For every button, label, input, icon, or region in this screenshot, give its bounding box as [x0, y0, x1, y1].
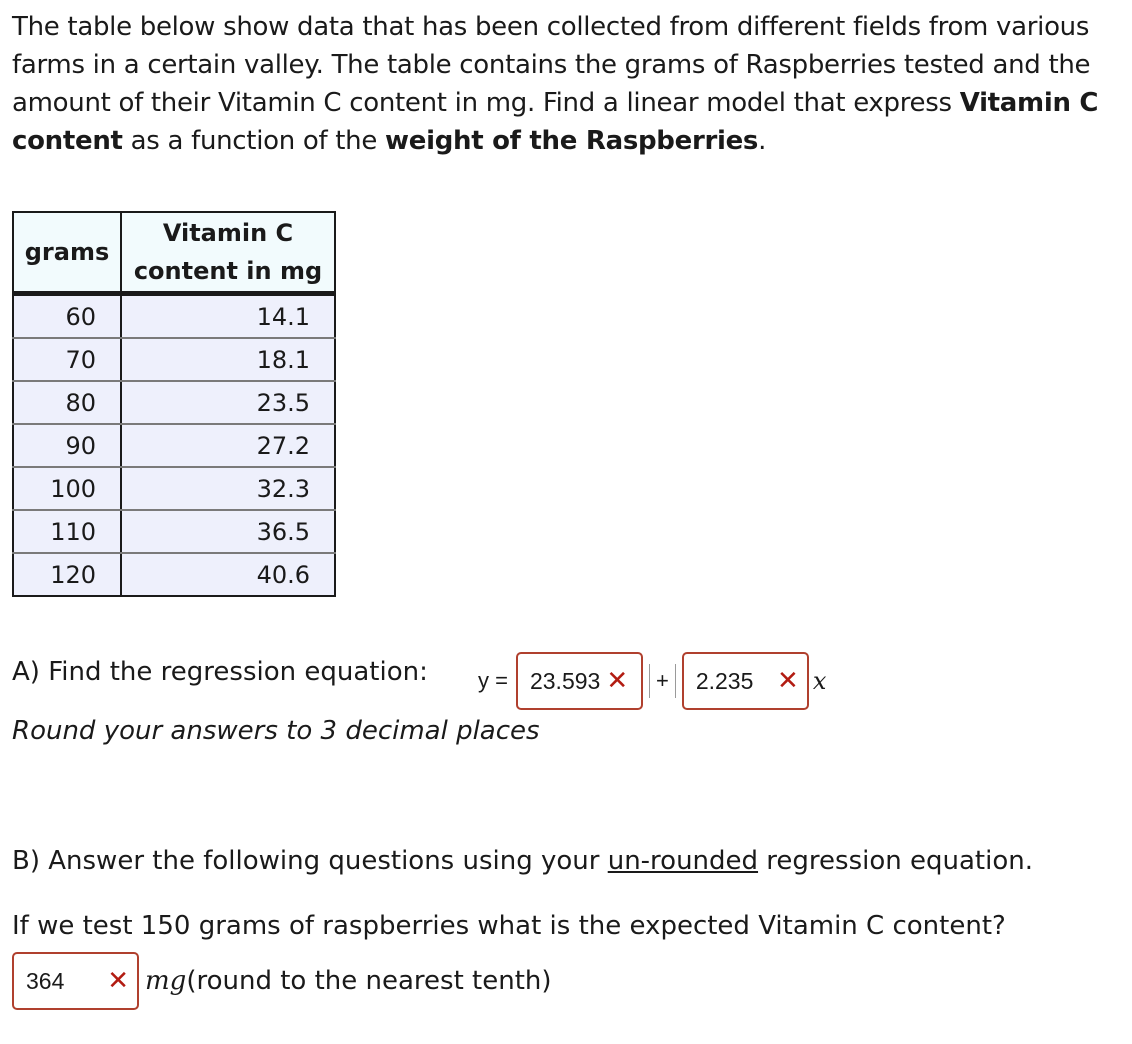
problem-bold-1: Vitamin C content — [12, 88, 1099, 156]
cell-grams: 80 — [13, 381, 121, 424]
table-row — [13, 381, 335, 424]
cell-vitamin-c: 36.5 — [121, 510, 335, 553]
data-table — [12, 211, 336, 597]
table-row — [13, 424, 335, 467]
divider — [649, 664, 650, 698]
cell-vitamin-c: 18.1 — [121, 338, 335, 381]
incorrect-x-icon: ✕ — [107, 966, 129, 996]
table-header-row — [13, 212, 335, 294]
rounding-note: Round your answers to 3 decimal places — [12, 716, 540, 746]
table-row — [13, 294, 335, 339]
y-equals-label: y = — [478, 668, 508, 693]
incorrect-x-icon: ✕ — [777, 666, 799, 696]
table-row — [13, 467, 335, 510]
plus-label: + — [655, 668, 669, 693]
cell-vitamin-c: 23.5 — [121, 381, 335, 424]
problem-bold-2: weight of the Raspberries — [385, 126, 759, 156]
cell-grams: 70 — [13, 338, 121, 381]
cell-vitamin-c: 40.6 — [121, 553, 335, 596]
cell-grams: 110 — [13, 510, 121, 553]
regression-equation — [478, 652, 826, 710]
problem-text-1: The table below show data that has been collected from different fields from various farms in a certain valley. The table contains the grams of Raspberries tested and the amount of their Vitamin C content in mg. Find a linear model that express — [12, 12, 1091, 118]
header-vitamin-c: Vitamin C content in mg — [121, 212, 335, 294]
part-b-intro-after: regression equation. — [758, 846, 1033, 876]
header-grams: grams — [13, 212, 121, 294]
slope-answer-box[interactable] — [682, 652, 809, 710]
table-row — [13, 338, 335, 381]
cell-vitamin-c: 14.1 — [121, 294, 335, 339]
intercept-answer-box[interactable] — [516, 652, 643, 710]
divider — [675, 664, 676, 698]
problem-statement — [12, 8, 1122, 160]
problem-text-2: as a function of the — [122, 126, 386, 156]
cell-vitamin-c: 32.3 — [121, 467, 335, 510]
cell-grams: 60 — [13, 294, 121, 339]
cell-grams: 120 — [13, 553, 121, 596]
cell-grams: 100 — [13, 467, 121, 510]
vitamin-c-input[interactable]: 364 — [26, 967, 65, 994]
part-b-intro-underlined: un-rounded — [607, 846, 759, 876]
problem-text-3: . — [758, 126, 767, 156]
part-b-answer-row — [12, 952, 552, 1010]
cell-vitamin-c: 27.2 — [121, 424, 335, 467]
unit-label: mg — [145, 966, 187, 996]
rounding-instruction: (round to the nearest tenth) — [186, 966, 552, 996]
table-row — [13, 510, 335, 553]
cell-grams: 90 — [13, 424, 121, 467]
intercept-input[interactable]: 23.593 — [529, 667, 601, 694]
variable-x: x — [812, 667, 827, 695]
table-row — [13, 553, 335, 596]
incorrect-x-icon: ✕ — [606, 666, 629, 696]
slope-input[interactable]: 2.235 — [695, 667, 754, 694]
part-b-question: If we test 150 grams of raspberries what is the expected Vitamin C content? — [12, 911, 1006, 941]
part-b-intro — [12, 846, 1033, 876]
part-a-prompt: A) Find the regression equation: — [12, 657, 428, 687]
vitamin-c-answer-box[interactable] — [12, 952, 139, 1010]
part-b-intro-before: B) Answer the following questions using your — [12, 846, 608, 876]
